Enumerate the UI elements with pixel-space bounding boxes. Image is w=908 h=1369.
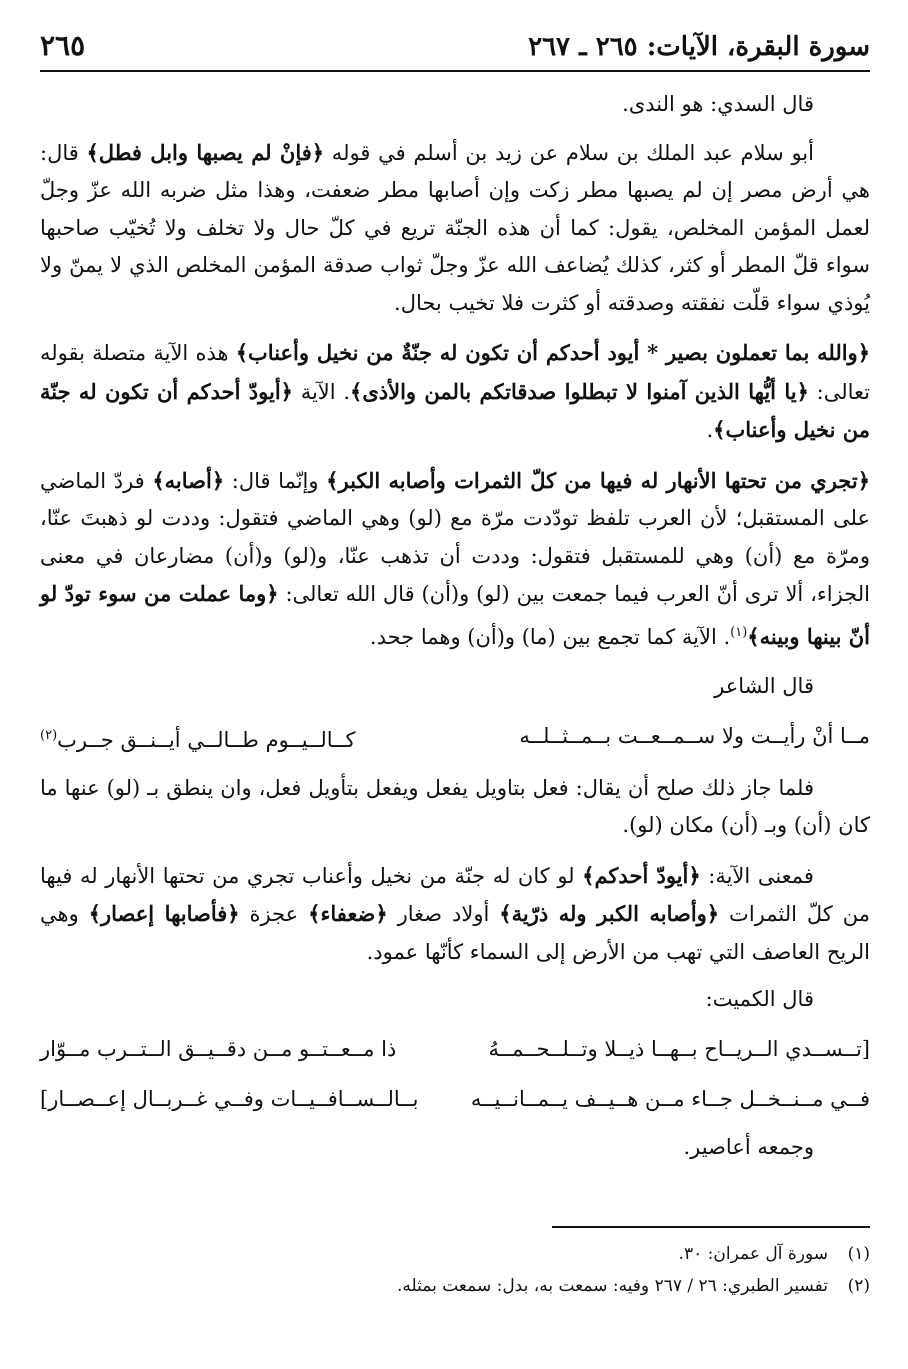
paragraph-9: وجمعه أعاصير. [683,1134,814,1159]
footnote-marker: (١) [730,624,748,640]
quran-quote: ﴿والله بما تعملون بصير * أيود أحدكم أن تكون له جنّةٌ من نخيل وأعناب﴾ [235,340,870,365]
paragraph-3: ﴿والله بما تعملون بصير * أيود أحدكم أن تكون له جنّةٌ من نخيل وأعناب﴾ هذه الآية متصلة بقوله تعالى: ﴿يا أيُّها الذين آمنوا لا تبطلوا صدقاتكم بالمن والأذى﴾. الآية ﴿أيودّ أحدكم أن تكون له جنّة من نخيل وأعناب﴾. [40,340,870,442]
quran-quote: ﴿أيودّ أحدكم أن تكون له جنّة من نخيل وأعناب﴾ [40,378,870,442]
verse-hemistich-1: مــا أنْ رأيــت ولا ســمــعــت بــمــثــلــه [519,723,870,748]
quran-quote: ﴿وأصابه الكبر وله ذرّية﴾ [499,901,720,926]
quran-quote: ﴿أصابه﴾ [152,467,225,493]
footnote-divider [552,1226,870,1228]
footnotes [38,1226,870,1302]
paragraph-1: قال السدي: هو الندى. [622,92,814,116]
quran-quote: ﴿وما عملت من سوء تودّ لو أنّ بينها وبينه﴾ [40,581,870,649]
verse-hemistich-2: كــالــيــوم طــالــي أيــنــق جــرب$^{(٢)}$ [40,727,356,752]
verse-hemistich-1: [تــســدي الــريــاح بــهــا ذيــلا وتــلــحــمــهُ [488,1036,870,1061]
verse-hemistich-2: ذا مــعــتــو مــن دقــيــق الــتــرب مــوّار [40,1036,397,1061]
quran-quote: ﴿فإنْ لم يصبها وابل فطل﴾ [86,139,325,165]
footnote-2: (٢)تفسير الطبري: ٢٦ / ٢٦٧ وفيه: سمعت به، بدل: سمعت بمثله. [396,1276,870,1296]
quran-quote: ﴿فأصابها إعصار﴾ [88,901,240,926]
quran-quote: ﴿ضعفاء﴾ [308,901,388,926]
quran-quote: ﴿يا أيُّها الذين آمنوا لا تبطلوا صدقاتكم بالمن والأذى﴾ [350,378,809,404]
poetry-verse-1 [40,716,870,760]
paragraph-5: قال الشاعر [714,674,814,698]
verse-hemistich-1: فــي مــنــخــل جــاء مــن هــيــف يــمــانــيــه [470,1086,870,1111]
page-body [40,86,870,1176]
poetry-verse-2 [40,1029,870,1069]
page-header [40,22,870,72]
paragraph-6: فلما جاز ذلك صلح أن يقال: فعل بتاويل يفعل ويفعل بتأويل فعل، وان ينطق بـ (لو) عنها ما كان (أن) وبـ (أن) مكان (لو). [40,775,870,837]
footnote-1: (١)سورة آل عمران: ٣٠. [678,1244,870,1264]
paragraph-4: ﴿تجري من تحتها الأنهار له فيها من كلّ الثمرات وأصابه الكبر﴾ وإنّما قال: ﴿أصابه﴾ فردّ الماضي على المستقبل؛ لأن العرب تلفظ تودّدت مرّة مع (لو) وهي الماضي فتقول: وددت لو ذهبتَ عنّا، ومرّة مع (أن) وهي للمستقبل فتقول: وددت أن تذهب عنّا، و(لو) و(أن) مضارعان في معنى الجزاء، ألا ترى أنّ العرب فيما جمعت بين (لو) و(أن) قال الله تعالى: ﴿وما عملت من سوء تودّ لو أنّ بينها وبينه﴾$^{(١)}$. الآية كما تجمع بين (ما) و(أن) وهما جحد. [40,467,871,649]
paragraph-2: أبو سلام عبد الملك بن سلام عن زيد بن أسلم في قوله ﴿فإنْ لم يصبها وابل فطل﴾ قال: هي أرض مصر إن لم يصبها مطر زكت وإن أصابها مطر ضعفت، وهذا مثل ضربه الله عزّ وجلّ لعمل المؤمن المخلص، يقول: كما أن هذه الجنّة تريع في كلّ حال ولا تخلف ولا تُخيّب صاحبها سواء قلّ المطر أو كثر، كذلك يُضاعف الله عزّ وجلّ ثواب صدقة المؤمن المخلص الذي لا يمنّ ولا يُوذي سواء قلّت نفقته وصدقته أو كثرت فلا تخيب بحال. [40,139,870,315]
poetry-verse-3 [40,1079,870,1119]
running-title: سورة البقرة، الآيات: ٢٦٥ ـ ٢٦٧ [528,32,870,62]
paragraph-7: فمعنى الآية: ﴿أيودّ أحدكم﴾ لو كان له جنّة من نخيل وأعناب تجري من تحتها الأنهار له فيها من كلّ الثمرات ﴿وأصابه الكبر وله ذرّية﴾ أولاد صغار ﴿ضعفاء﴾ عجزة ﴿فأصابها إعصار﴾ وهي الريح العاصف التي تهب من الأرض إلى السماء كأنّها عمود. [40,862,870,964]
quran-quote: ﴿أيودّ أحدكم﴾ [582,862,701,888]
paragraph-8: قال الكميت: [705,987,814,1011]
page-number: ٢٦٥ [40,29,86,62]
verse-hemistich-2: بــالــســافــيــات وفــي غــربــال إعــصــار] [40,1086,419,1111]
footnote-marker: (٢) [40,727,58,743]
quran-quote: ﴿تجري من تحتها الأنهار له فيها من كلّ الثمرات وأصابه الكبر﴾ [326,467,871,493]
